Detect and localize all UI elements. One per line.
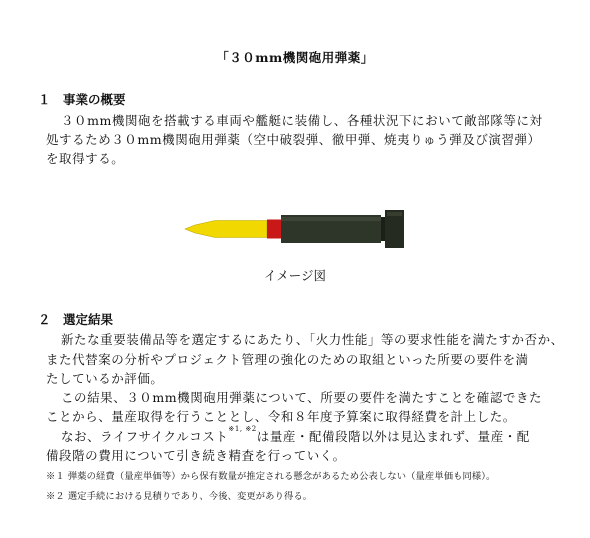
- section1-line-3: を取得する。: [46, 151, 125, 166]
- section2-line-3: たしているか評価。: [46, 371, 164, 386]
- case-highlight: [281, 217, 381, 221]
- section2-line-4: この結果、３０mm機関砲用弾薬について、所要の要件を満たすことを確認できた: [61, 390, 543, 405]
- page-title: 「３０mm機関砲用弾薬」: [216, 50, 374, 65]
- section2-heading: ２ 選定結果: [38, 312, 114, 327]
- rotating-band: [267, 220, 281, 239]
- section1-line-1: ３０mm機関砲を搭載する車両や艦艇に装備し、各種状況下において敵部隊等に対: [61, 113, 543, 128]
- base-highlight: [387, 212, 402, 216]
- lcc-text: なお、ライフサイクルコスト: [61, 429, 229, 444]
- section2-line-2: また代替案の分析やプロジェクト管理の強化のための取組といった所要の要件を満: [46, 352, 529, 367]
- extractor-groove: [381, 217, 385, 241]
- section1-line-2: 処するため３０mm機関砲用弾薬（空中破裂弾、徹甲弾、焼夷りゅう弾及び演習弾）: [46, 132, 541, 147]
- section2-line-7: 備段階の費用について引き続き精査を行っていく。: [46, 448, 346, 463]
- lcc-text-cont: は量産・配備段階以外は見込まれず、量産・配: [256, 429, 530, 444]
- ammunition-image: [183, 208, 407, 250]
- section2-line-6: [61, 427, 530, 445]
- section2-line-1: 新たな重要装備品等を選定するにあたり、「火力性能」等の要求性能を満たすか否か、: [61, 332, 564, 347]
- footnote-ref: ※1, ※2: [228, 425, 257, 433]
- section2-line-5: ことから、量産取得を行うこととし、令和８年度予算案に取得経費を計上した。: [46, 409, 516, 424]
- section1-heading: １ 事業の概要: [38, 92, 126, 107]
- image-caption: イメージ図: [263, 268, 327, 283]
- footnote-1: ※１ 弾薬の経費（量産単価等）から保有数量が推定される懸念があるため公表しない（量産単価も同様）。: [46, 471, 496, 482]
- projectile-tip: [185, 221, 267, 238]
- footnote-2: ※２ 選定手続における見積りであり、今後、変更があり得る。: [46, 491, 313, 502]
